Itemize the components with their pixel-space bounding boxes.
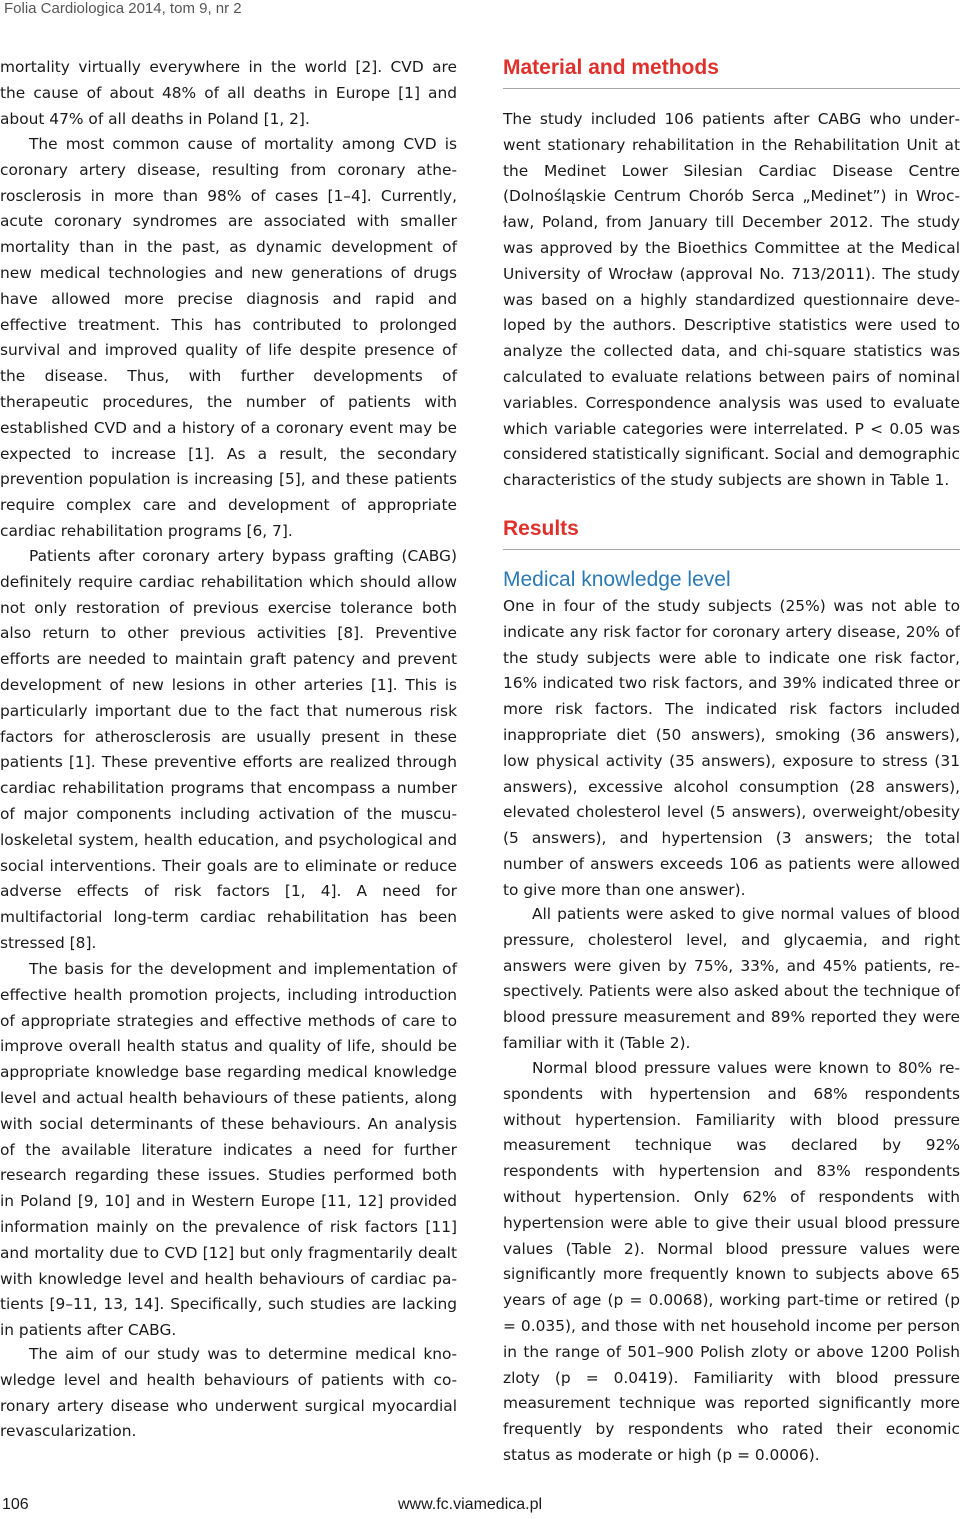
- methods-paragraph: The study included 106 patients after CABG who underwent stationary rehabilitation in the Rehabilitation Unit at the Medinet Lower Silesian Cardiac Disease Centre (Dolnośląskie Centrum Chorób Serca „Medinet”) in Wrocław, Poland, from January till December 2012. The study was approved by the Bioethics Committee at the Medical University of Wrocław (approval No. 713/2011). The study was based on a highly standardized questionnaire developed by the authors. Descriptive statistics were used to analyze the collected data, and chi-square statistics was calculated to evaluate relations between pairs of nominal variables. Correspondence analysis was used to evaluate which variable categories were interrelated. P < 0.05 was considered statistically significant. Social and demographic characteristics of the study subjects are shown in Table 1.: [503, 110, 960, 490]
- intro-paragraph-continued: mortality virtually everywhere in the world [2]. CVD are the cause of about 48% of all deaths in Europe [1] and about 47% of all deaths in Poland [1, 2].: [0, 58, 457, 128]
- methods-heading: Material and methods: [503, 55, 960, 89]
- blood-pressure-paragraph: Normal blood pressure values were known to 80% respondents with hypertension and 68% respondents without hypertension. Familiarity with blood pressure measurement technique was declared by 92% respondents with hypertension and 83% respondents without hypertension. Only 62% of respondents with hypertension were able to give their usual blood pressure values (Table 2). Normal blood pressure values were significantly more frequently known to subjects above 65 years of age (p = 0.0068), working part-time or retired (p = 0.035), and those with net household income per person in the range of 501–900 Polish zloty or above 1200 Polish zloty (p = 0.0419). Familiarity with blood pressure measurement technique was reported significantly more frequently by respondents who rated their economic status as moderate or high (p = 0.0006).: [503, 1059, 960, 1464]
- risk-factor-knowledge-paragraph: One in four of the study subjects (25%) was not able to indicate any risk factor for coronary artery disease, 20% of the study subjects were able to indicate one risk factor, 16% indicated two risk factors, and 39% indicated three or more risk factors. The indicated risk factors included inappropriate diet (50 answers), smoking (36 answers), low physical activity (35 answers), exposure to stress (31 answers), excessive alcohol consumption (28 answers), elevated cholesterol level (5 answers), overweight/obesity (5 answers), and hypertension (3 answers; the total number of answers exceeds 106 as patients were allowed to give more than one answer).: [503, 597, 960, 899]
- normal-values-paragraph: All patients were asked to give normal values of blood pressure, cholesterol level, and glycaemia, and right answers were given by 75%, 33%, and 45% patients, respectively. Patients were also asked about the technique of blood pressure measurement and 89% reported they were familiar with it (Table 2).: [503, 905, 960, 1052]
- health-promotion-paragraph: The basis for the development and implementation of effective health promotion projects, including introduction of appropriate strategies and effective methods of care to improve overall health status and quality of life, should be appropriate knowledge base regarding medical knowledge level and actual health behaviours of these patients, along with social determinants of these behaviours. An analysis of the available literature indicates a need for further research regarding these issues. Studies performed both in Poland [9, 10] and in Western Europe [11, 12] provided information mainly on the prevalence of risk factors [11] and mortality due to CVD [12] but only fragmentarily dealt with knowledge level and health behaviours of cardiac patients [9–11, 13, 14]. Specifically, such studies are lacking in patients after CABG.: [0, 960, 457, 1340]
- study-aim-paragraph: The aim of our study was to determine medical knowledge level and health behaviours of patients with coronary artery disease who underwent surgical myocardial revascularization.: [0, 1345, 457, 1441]
- results-heading: Results: [503, 516, 960, 550]
- medical-knowledge-subheading: Medical knowledge level: [503, 568, 731, 591]
- journal-url: www.fc.viamedica.pl: [398, 1496, 543, 1513]
- cvd-mortality-paragraph: The most common cause of mortality among CVD is coronary artery disease, resulting from coronary atherosclerosis in more than 98% of cases [1–4]. Currently, acute coronary syndromes are associated with smaller mortality than in the past, as dynamic development of new medical technologies and new generations of drugs have allowed more precise diagnosis and rapid and effective treatment. This has contributed to prolonged survival and improved quality of life despite presence of the disease. Thus, with further developments of therapeutic procedures, the number of patients with established CVD and a history of a coronary event may be expected to increase [1]. As a result, the secondary prevention population is increasing [5], and these patients require complex care and development of appropriate cardiac rehabilitation programs [6, 7].: [0, 135, 457, 540]
- page-number: 106: [2, 1496, 29, 1513]
- journal-header: Folia Cardiologica 2014, tom 9, nr 2: [4, 0, 242, 17]
- cabg-rehabilitation-paragraph: Patients after coronary artery bypass grafting (CABG) definitely require cardiac rehabilitation which should allow not only restoration of previous exercise tolerance both also return to other previous activities [8]. Preventive efforts are needed to maintain graft patency and prevent development of new lesions in other arteries [1]. This is particularly important due to the fact that numerous risk factors for atherosclerosis are usually present in these patients [1]. These preventive efforts are realized through cardiac rehabilitation programs that encompass a number of major components including activation of the musculoskeletal system, health education, and psychological and social interventions. Their goals are to eliminate or reduce adverse effects of risk factors [1, 4]. A need for multifactorial long-term cardiac rehabilitation has been stressed [8].: [0, 547, 457, 952]
